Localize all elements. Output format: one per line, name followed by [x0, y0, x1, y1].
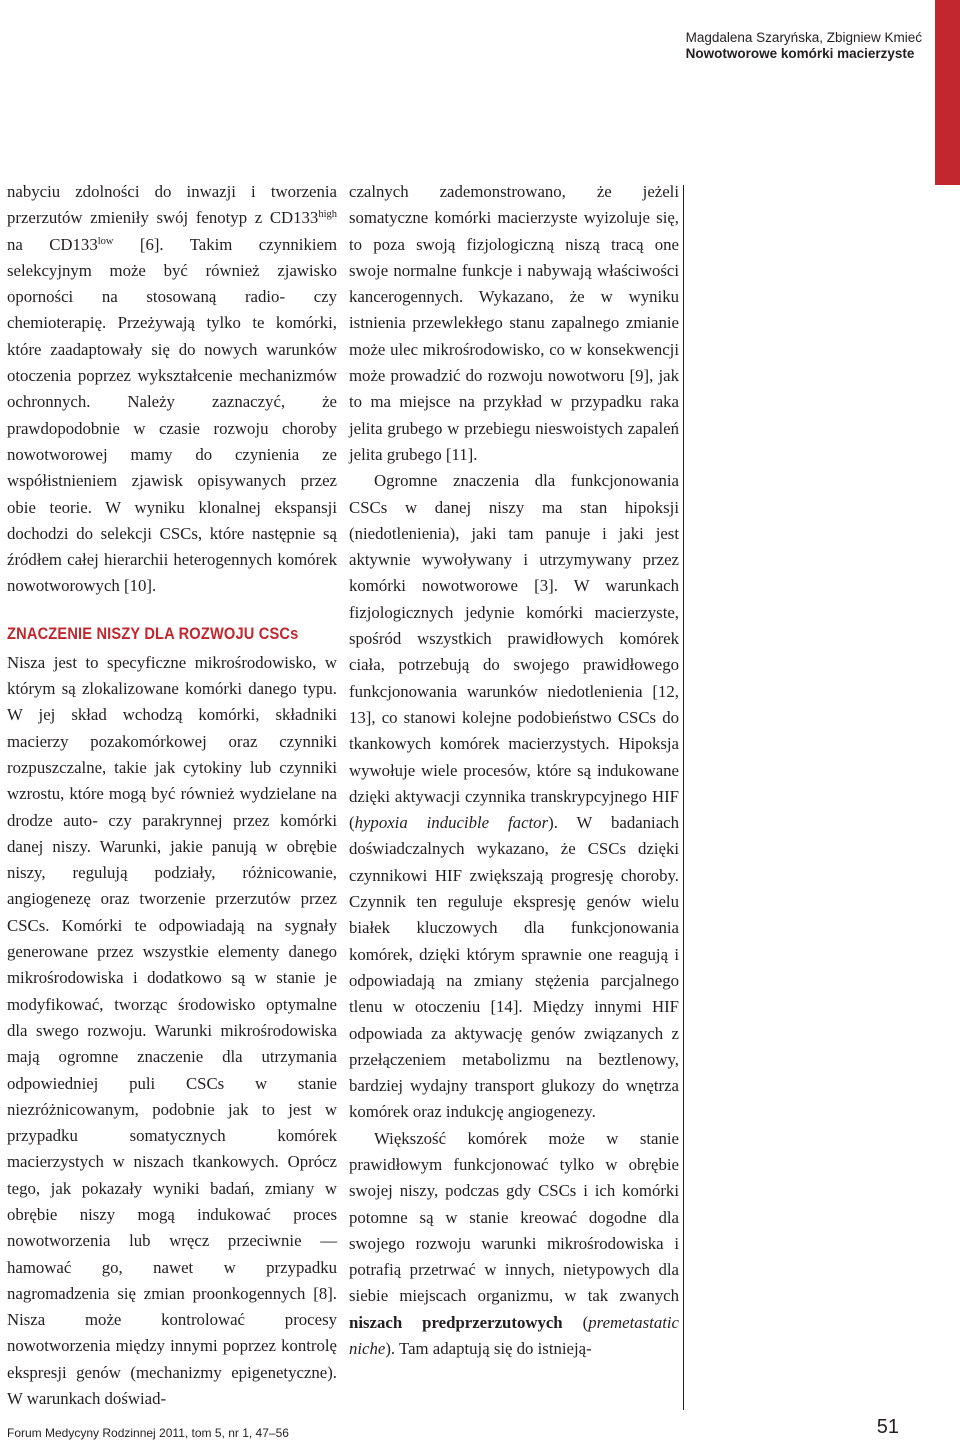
left-paragraph-1: nabyciu zdolności do inwazji i tworzenia przerzutów zmieniły swój fenotyp z $CD133^{high}$ na $CD133^{low}$ [6]. Takim czynnikiem selekcyjnym może być również zjawisko oporności na stosowaną radio- czy chemioterapię. Przeżywają tylko te komórki, które zaadaptowały się do nowych warunków otoczenia poprzez wykształcenie mechanizmów ochronnych. Należy zaznaczyć, że prawdopodobnie w czasie rozwoju choroby nowotworowej mamy do czynienia ze współistnieniem zjawisk opisywanych przez obie teorie. W wyniku klonalnej ekspansji dochodzi do selekcji CSCs, które następnie są źródłem całej hierarchii heterogennych komórek nowotworowych [10]. [7, 182, 337, 596]
right-paragraph-1: czalnych zademonstrowano, że jeżeli somatyczne komórki macierzyste wyizoluje się, to poza swoją fizjologiczną niszą tracą one swoje normalne funkcje i nabywają właściwości kancerogennych. Wykazano, że w wyniku istnienia przewlekłego stanu zapalnego zmianie może ulec mikrośrodowisko, co w konsekwencji może prowadzić do rozwoju nowotworu [9], jak to ma miejsce na przykład w przypadku raka jelita grubego w przebiegu nieswoistych zapaleń jelita grubego [11]. [349, 182, 679, 464]
italic-term-2: premetastatic niche [349, 1312, 679, 1359]
accent-bar [935, 0, 960, 185]
column-divider [683, 185, 684, 1410]
bold-term: niszach predprzerzutowych [349, 1312, 563, 1332]
running-header [686, 30, 922, 62]
right-column [349, 179, 679, 1362]
right-paragraph-3: Większość komórek może w stanie prawidłowym funkcjonować tylko w obrębie swojej niszy, podczas gdy CSCs i ich komórki potomne są w stanie kreować dogodne dla swojego rozwoju warunki mikrośrodowiska i potrafią przetrwać w innych, nietypowych dla siebie miejscach organizmu, w tak zwanych niszach predprzerzutowych (premetastatic niche). Tam adaptują się do istnieją- [349, 1128, 679, 1359]
footer-journal: Forum Medycyny Rodzinnej 2011, tom 5, nr 1, 47–56 [7, 1426, 289, 1440]
header-title: Nowotworowe komórki macierzyste [685, 46, 915, 61]
section-heading: ZNACZENIE NISZY DLA ROZWOJU CSCs [7, 623, 299, 643]
right-paragraph-2: Ogromne znaczenia dla funkcjonowania CSCs w danej niszy ma stan hipoksji (niedotlenienia), jaki tam panuje i jaki jest aktywnie wywoływany i utrzymywany przez komórki nowotworowe [3]. W warunkach fizjologicznych jedynie komórki macierzyste, spośród wszystkich prawidłowych komórek ciała, potrzebują do swojego prawidłowego funkcjonowania warunków niedotlenienia [12, 13], co stanowi kolejne podobieństwo CSCs do tkankowych komórek macierzystych. Hipoksja wywołuje wiele procesów, które są indukowane dzięki aktywacji czynnika transkrypcyjnego HIF (hypoxia inducible factor). W badaniach doświadczalnych wykazano, że CSCs dzięki czynnikowi HIF zwiększają progresję choroby. Czynnik ten reguluje ekspresję genów wielu białek kluczowych dla funkcjonowania komórek, dzięki którym sprawnie one reagują i odpowiadają na zmiany stężenia parcjalnego tlenu w otoczeniu [14]. Między innymi HIF odpowiada za aktywację genów związanych z przełączeniem metabolizmu na beztlenowy, bardziej wydajny transport glukozy do wnętrza komórek oraz indukcję angiogenezy. [349, 471, 679, 1122]
italic-term: hypoxia inducible factor [354, 813, 549, 833]
superscript-low: low [97, 235, 114, 247]
header-authors: Magdalena Szaryńska, Zbigniew Kmieć [685, 30, 922, 45]
superscript-high: high [318, 209, 337, 221]
left-paragraph-2: Nisza jest to specyficzne mikrośrodowisko, w którym są zlokalizowane komórki danego typu. W jej skład wchodzą komórki, składniki macierzy pozakomórkowej oraz czynniki rozpuszczalne, takie jak cytokiny lub czynniki wzrostu, które mogą być również wydzielane na drodze auto- czy parakrynnej przez komórki danej niszy. Warunki, jakie panują w obrębie niszy, regulują podziały, różnicowanie, angiogenezę oraz tworzenie przerzutów przez CSCs. Komórki te odpowiadają na sygnały generowane przez wszystkie elementy danego mikrośrodowiska i dodatkowo są w stanie je modyfikować, tworząc środowisko optymalne dla swego rozwoju. Warunki mikrośrodowiska mają ogromne znaczenie dla utrzymania odpowiedniej puli CSCs w stanie niezróżnicowanym, podobnie jak to jest w przypadku somatycznych komórek macierzystych w niszach tkankowych. Oprócz tego, jak pokazały wyniki badań, zmiany w obrębie niszy mogą indukować proces nowotworzenia lub wręcz przeciwnie — hamować go, nawet w przypadku nagromadzenia się zmian proonkogennych [8]. Nisza może kontrolować procesy nowotworzenia między innymi poprzez kontrolę ekspresji genów (mechanizmy epigenetyczne). W warunkach doświad- [7, 652, 337, 1409]
left-column [7, 179, 337, 1412]
page-number: 51 [876, 1416, 899, 1438]
